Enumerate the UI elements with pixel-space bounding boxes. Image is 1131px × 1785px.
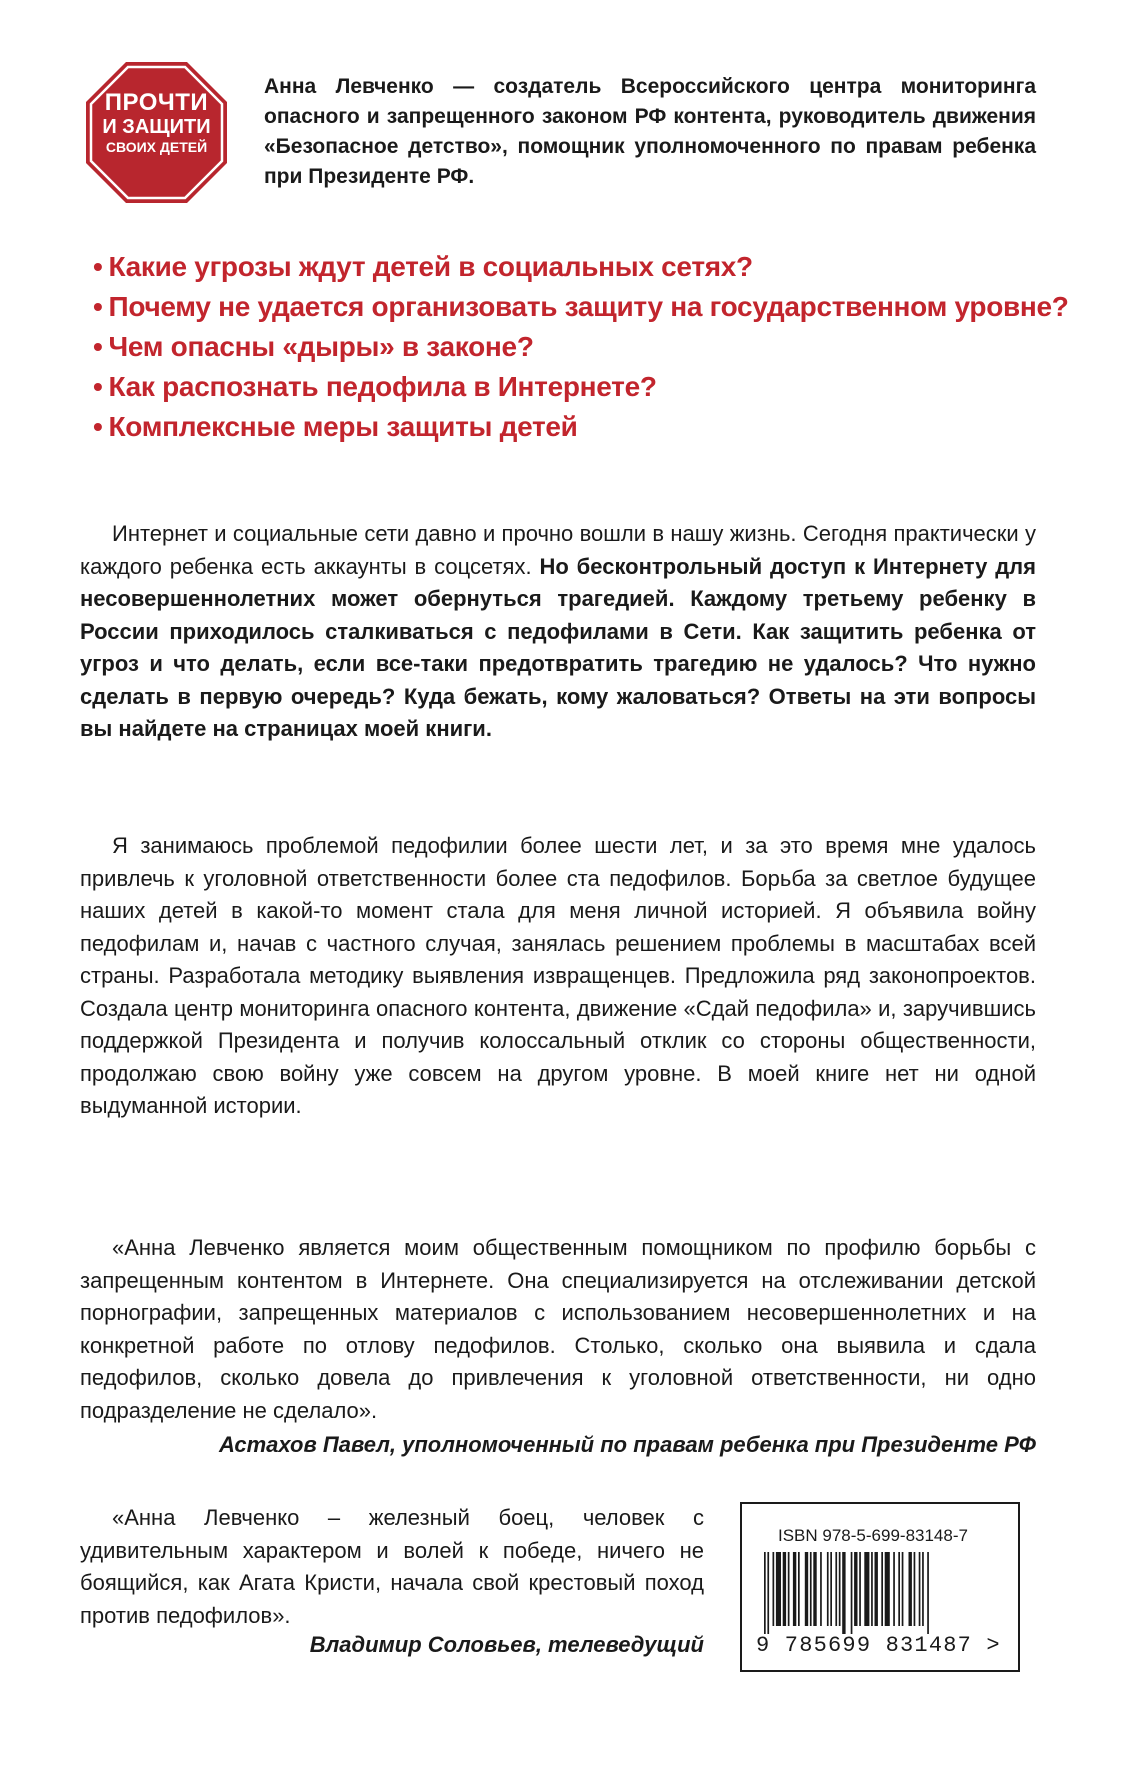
question-item: • Какие угрозы ждут детей в социальных сетях? [93, 247, 1083, 287]
barcode-box [740, 1502, 1020, 1672]
stop-sign-badge [79, 55, 234, 210]
questions-list [93, 247, 1083, 447]
author-bio: Анна Левченко — создатель Всероссийского центра мониторинга опасного и запрещенного законом РФ контента, руководитель движения «Безопасное детство», помощник уполномоченного по правам ребенка при Президенте РФ. [264, 75, 1036, 188]
solovyov-quote: «Анна Левченко – железный боец, человек с удивительным характером и волей к победе, ничего не боящийся, как Агата Кристи, начала свой крестовый поход против педофилов». [80, 1505, 704, 1628]
intro-bold-text: Но бесконтрольный доступ к Интернету для несовершеннолетних может обернуться трагедией. Каждому третьему ребенку в России приходилось сталкиваться с педофилами в Сети. Как защитить ребенка от угроз и что делать, если все-таки предотвратить трагедию не удалось? Что нужно сделать в первую очередь? Куда бежать, кому жаловаться? Ответы на эти вопросы вы найдете на страницах моей книги. [80, 553, 1036, 741]
barcode-digits: 9 785699 831487 > [756, 1633, 1001, 1658]
question-item: • Как распознать педофила в Интернете? [93, 367, 1083, 407]
author-story-paragraph: Я занимаюсь проблемой педофилии более шести лет, и за это время мне удалось привлечь к уголовной ответственности более ста педофилов. Борьба за светлое будущее наших детей в какой-то момент стала для меня личной историей. Я объявила войну педофилам и, начав с частного случая, занялась решением проблемы в масштабах всей страны. Разработала методику выявления извращенцев. Предложила ряд законопроектов. Создала центр мониторинга опасного контента, движение «Сдай педофила» и, заручившись поддержкой Президента и получив колоссальный отклик со стороны общественности, продолжаю свою войну уже совсем на другом уровне. В моей книге нет ни одной выдуманной истории. [80, 833, 1036, 1118]
question-item: • Чем опасны «дыры» в законе? [93, 327, 1083, 367]
intro-paragraph [80, 518, 1036, 746]
question-item: • Почему не удается организовать защиту на государственном уровне? [93, 287, 1083, 327]
astakhov-quote: «Анна Левченко является моим общественным помощником по профилю борьбы с запрещенным контентом в Интернете. Она специализируется на отслеживании детской порнографии, запрещенных материалов с использованием несовершеннолетних и на конкретной работе по отлову педофилов. Столько, сколько она выявила и сдала педофилов, сколько довела до привлечения к уголовной ответственности, ни одно подразделение не сделало». [80, 1235, 1036, 1423]
badge-line-2: И ЗАЩИТИ [102, 116, 211, 138]
badge-line-1: ПРОЧТИ [104, 89, 209, 116]
astakhov-attribution: Астахов Павел, уполномоченный по правам ребенка при Президенте РФ [219, 1432, 1036, 1457]
badge-text [79, 91, 234, 154]
solovyov-attribution: Владимир Соловьев, телеведущий [309, 1632, 704, 1657]
barcode-icon [760, 1552, 1004, 1634]
question-item: • Комплексные меры защиты детей [93, 407, 1083, 447]
badge-line-3: СВОИХ ДЕТЕЙ [105, 139, 208, 155]
isbn-label: ISBN 978-5-699-83148-7 [778, 1526, 968, 1545]
intro-regular-text: Интернет и социальные сети давно и прочно вошли в нашу жизнь. Сегодня практически у каждого ребенка есть аккаунты в соцсетях. [80, 521, 1036, 579]
